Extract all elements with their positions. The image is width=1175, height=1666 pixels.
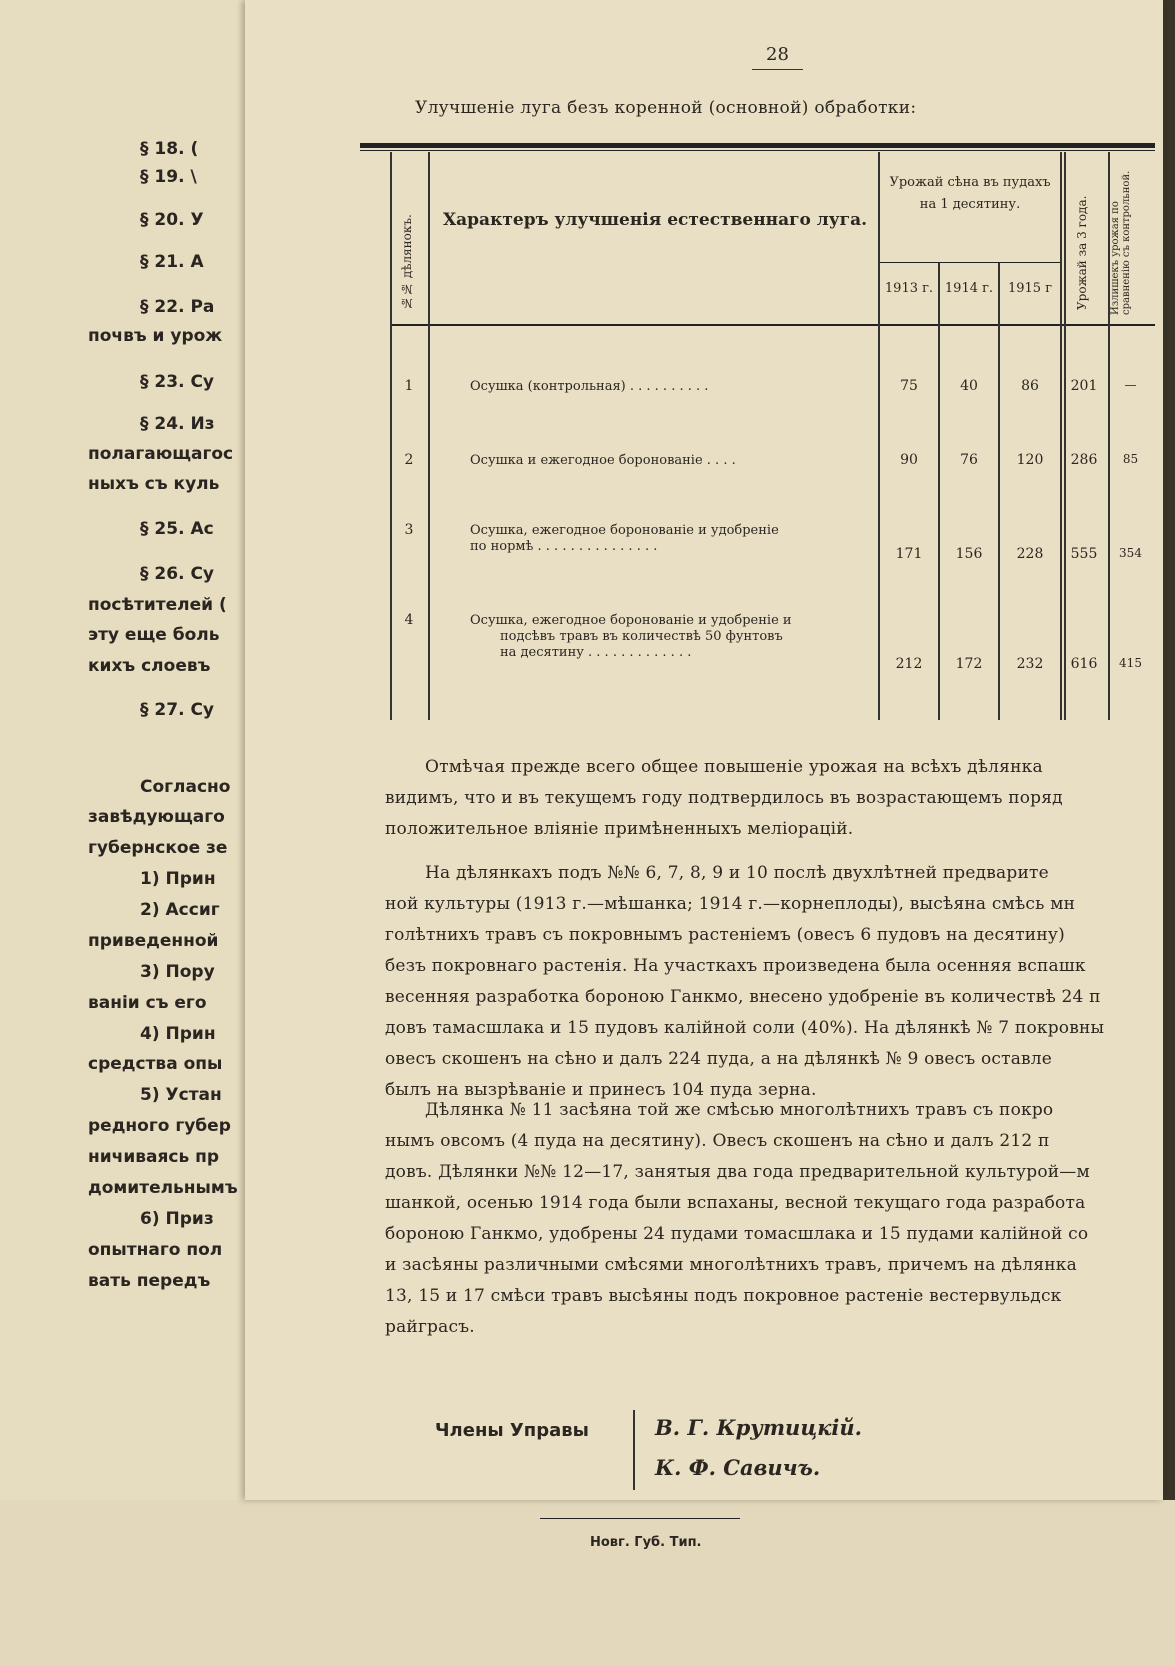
- left-page-line: § 25. Ас: [140, 519, 214, 539]
- row-excess: 415: [1119, 656, 1142, 670]
- row-y1913: 212: [895, 656, 923, 672]
- row-y1913: 90: [900, 452, 918, 468]
- row-y1915: 120: [1016, 452, 1044, 468]
- page-number: 28: [752, 44, 803, 70]
- left-page-line: § 23. Су: [140, 372, 215, 392]
- row-y1914: 156: [955, 546, 983, 562]
- page-footer-area: [0, 1500, 1175, 1666]
- paragraph-line: шанкой, осенью 1914 года были вспаханы, весной текущаго года разработа: [385, 1193, 1086, 1213]
- left-page-line: Согласно: [140, 777, 231, 797]
- row-description: Осушка (контрольная) . . . . . . . . . .: [470, 379, 709, 394]
- paragraph-line: и засѣяны различными смѣсями многолѣтнихъ травъ, причемъ на дѣлянка: [385, 1255, 1077, 1275]
- left-page-line: ваніи съ его: [88, 993, 207, 1013]
- row-num: 3: [404, 522, 414, 538]
- left-page-line: 3) Пору: [140, 962, 215, 982]
- left-page-line: 1) Прин: [140, 869, 216, 889]
- left-page-line: 6) Приз: [140, 1209, 214, 1229]
- left-page-line: домительнымъ: [88, 1178, 238, 1198]
- left-page-line: § 19. \: [140, 167, 197, 187]
- row-description: Осушка и ежегодное боронованіе . . . .: [470, 453, 736, 468]
- col-divider: [1064, 152, 1066, 720]
- row-num: 4: [404, 612, 414, 628]
- left-page-line: редного губер: [88, 1116, 231, 1136]
- paragraph-line: положительное вліяніе примѣненныхъ меліорацій.: [385, 819, 854, 839]
- header-year-1913: 1913 г.: [884, 281, 934, 296]
- paragraph-line: 13, 15 и 17 смѣси травъ высѣяны подъ покровное растеніе вестервульдск: [385, 1286, 1062, 1306]
- left-page-line: ничиваясь пр: [88, 1147, 220, 1167]
- paragraph-line: безъ покровнаго растенія. На участкахъ произведена была осенняя вспашк: [385, 956, 1086, 976]
- printer-imprint: Новг. Губ. Тип.: [590, 1535, 702, 1550]
- left-page-line: § 22. Ра: [140, 297, 215, 317]
- paragraph-line: райграсъ.: [385, 1317, 475, 1337]
- col-divider: [1060, 152, 1062, 720]
- left-page-line: 4) Прин: [140, 1024, 216, 1044]
- left-page-line: 5) Устан: [140, 1085, 222, 1105]
- left-page-line: § 24. Из: [140, 414, 215, 434]
- header-total: Урожай за 3 года.: [1075, 195, 1089, 310]
- paragraph-line: голѣтнихъ травъ съ покровнымъ растеніемъ (овесъ 6 пудовъ на десятину): [385, 925, 1065, 945]
- header-year-1915: 1915 г: [1007, 281, 1053, 296]
- row-description: Осушка, ежегодное боронованіе и удобреніе: [470, 523, 779, 538]
- left-page-line: эту еще боль: [88, 625, 220, 645]
- row-y1915: 232: [1016, 656, 1044, 672]
- left-page-line: § 20. У: [140, 210, 204, 230]
- signature-label: Члены Управы: [435, 1420, 589, 1441]
- paragraph-line: нымъ овсомъ (4 пуда на десятину). Овесъ скошенъ на сѣно и далъ 212 п: [385, 1131, 1050, 1151]
- paragraph-line: довъ. Дѣлянки №№ 12—17, занятыя два года предварительной культурой—м: [385, 1162, 1090, 1182]
- paragraph-line: Дѣлянка № 11 засѣяна той же смѣсью многолѣтнихъ травъ съ покро: [425, 1100, 1054, 1120]
- col-divider: [938, 263, 940, 720]
- left-page-line: 2) Ассиг: [140, 900, 220, 920]
- table-top-rule: [360, 143, 1155, 148]
- row-total: 286: [1070, 452, 1098, 468]
- underlying-left-page: [0, 0, 262, 1666]
- left-page-line: посѣтителей (: [88, 595, 227, 615]
- header-excess: Излишекъ урожая по сравненію съ контрольной.: [1110, 170, 1132, 315]
- row-total: 201: [1070, 378, 1098, 394]
- row-total: 616: [1070, 656, 1098, 672]
- row-num: 1: [404, 378, 414, 394]
- row-description: на десятину . . . . . . . . . . . . .: [500, 645, 692, 660]
- col-divider: [428, 152, 430, 720]
- row-y1914: 40: [960, 378, 978, 394]
- row-y1915: 228: [1016, 546, 1044, 562]
- left-page-line: опытнаго пол: [88, 1240, 223, 1260]
- row-y1914: 172: [955, 656, 983, 672]
- col-divider: [998, 263, 1000, 720]
- paragraph-line: весенняя разработка бороною Ганкмо, внесено удобреніе въ количествѣ 24 п: [385, 987, 1101, 1007]
- left-page-line: приведенной: [88, 931, 219, 951]
- row-excess: 354: [1119, 546, 1142, 560]
- row-y1913: 171: [895, 546, 923, 562]
- col-divider: [878, 152, 880, 720]
- paragraph-line: овесъ скошенъ на сѣно и далъ 224 пуда, а на дѣлянкѣ № 9 овесъ оставле: [385, 1049, 1053, 1069]
- left-page-line: завѣдующаго: [88, 807, 225, 827]
- row-y1914: 76: [960, 452, 978, 468]
- left-page-line: полагающагос: [88, 444, 234, 464]
- signature-name-1: В. Г. Крутицкій.: [655, 1415, 862, 1440]
- paragraph-line: видимъ, что и въ текущемъ году подтвердилось въ возрастающемъ поряд: [385, 788, 1063, 808]
- row-y1915: 86: [1021, 378, 1039, 394]
- row-y1913: 75: [900, 378, 918, 394]
- paragraph-line: былъ на вызрѣваніе и принесъ 104 пуда зерна.: [385, 1080, 817, 1100]
- signature-name-2: К. Ф. Савичъ.: [655, 1455, 821, 1480]
- signature-divider: [633, 1410, 635, 1490]
- paragraph-line: бороною Ганкмо, удобрены 24 пудами томасшлака и 15 пудами калійной со: [385, 1224, 1089, 1244]
- left-page-line: средства опы: [88, 1054, 223, 1074]
- left-page-line: вать передъ: [88, 1271, 211, 1291]
- left-page-line: § 27. Су: [140, 700, 215, 720]
- left-page-line: § 21. А: [140, 252, 204, 272]
- paragraph-line: ной культуры (1913 г.—мѣшанка; 1914 г.—корнеплоды), высѣяна смѣсь мн: [385, 894, 1076, 914]
- left-page-line: § 26. Су: [140, 564, 215, 584]
- row-num: 2: [404, 452, 414, 468]
- left-page-line: кихъ слоевъ: [88, 656, 211, 676]
- table-top-rule-thin: [360, 150, 1155, 151]
- row-excess: —: [1124, 378, 1137, 392]
- row-description: по нормѣ . . . . . . . . . . . . . . .: [470, 539, 658, 554]
- row-total: 555: [1070, 546, 1098, 562]
- section-heading: Улучшеніе луга безъ коренной (основной) обработки:: [415, 98, 917, 118]
- table-left-border: [390, 152, 392, 720]
- left-page-line: § 18. (: [140, 139, 199, 159]
- row-description: Осушка, ежегодное боронованіе и удобреніе и: [470, 613, 792, 628]
- paragraph-line: Отмѣчая прежде всего общее повышеніе урожая на всѣхъ дѣлянка: [425, 757, 1043, 777]
- header-year-1914: 1914 г.: [944, 281, 994, 296]
- left-page-line: губернское зе: [88, 838, 228, 858]
- header-num: №№ дѣлянокъ.: [400, 214, 414, 310]
- left-page-line: почвъ и урож: [88, 326, 223, 346]
- row-excess: 85: [1122, 452, 1139, 466]
- footer-rule: [540, 1518, 740, 1519]
- table-header-rule: [390, 324, 1155, 326]
- paragraph-line: довъ тамасшлака и 15 пудовъ калійной соли (40%). На дѣлянкѣ № 7 покровны: [385, 1018, 1105, 1038]
- paragraph-line: На дѣлянкахъ подъ №№ 6, 7, 8, 9 и 10 послѣ двухлѣтней предварите: [425, 863, 1049, 883]
- header-character: Характеръ улучшенія естественнаго луга.: [442, 210, 868, 230]
- header-yield-group: Урожай сѣна въ пудахъ на 1 десятину.: [889, 175, 1051, 212]
- year-subheader-rule: [880, 262, 1060, 263]
- left-page-line: ныхъ съ куль: [88, 474, 220, 494]
- row-description: подсѣвъ травъ въ количествѣ 50 фунтовъ: [500, 629, 783, 644]
